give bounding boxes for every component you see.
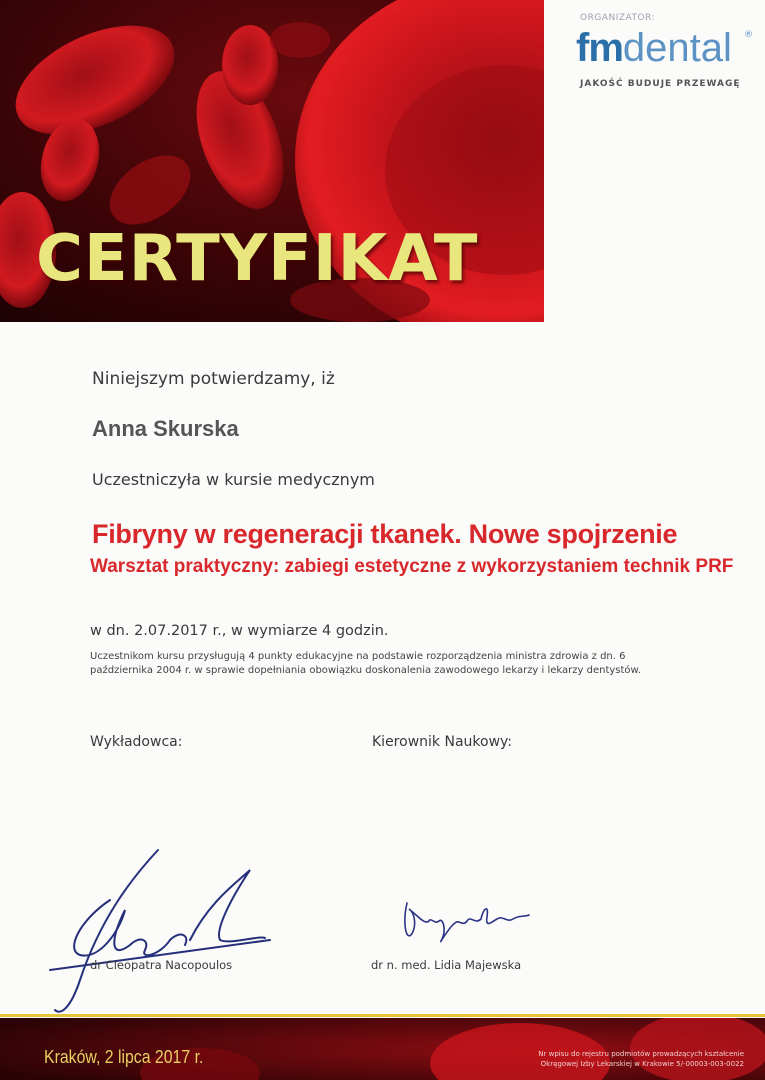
- certificate-title: CERTYFIKAT: [36, 222, 479, 296]
- header-banner: [0, 0, 544, 322]
- director-label: Kierownik Naukowy:: [372, 734, 512, 750]
- director-signature: [395, 895, 535, 950]
- intro-text: Niniejszym potwierdzamy, iż: [92, 369, 335, 389]
- logo-dental-text: dental: [622, 26, 732, 70]
- organizer-label: ORGANIZATOR:: [580, 13, 656, 23]
- logo-fm-text: fm: [576, 26, 623, 70]
- lecturer-label: Wykładowca:: [90, 734, 183, 750]
- director-name: dr n. med. Lidia Majewska: [371, 958, 522, 972]
- lecturer-name: dr Cleopatra Nacopoulos: [90, 958, 233, 972]
- education-points-note: Uczestnikom kursu przysługują 4 punkty edukacyjne na podstawie rozporządzenia ministra zdrowia z dn. 6 października 2004 r. w sprawie dopełniania obowiązku doskonalenia zawodowego lekarzy i lekarzy dentystów.: [90, 651, 641, 676]
- registered-mark: ®: [744, 30, 753, 40]
- logo-tagline: JAKOŚĆ BUDUJE PRZEWAGĘ: [580, 79, 741, 89]
- place-and-date: Kraków, 2 lipca 2017 r.: [44, 1047, 204, 1067]
- participant-name: Anna Skurska: [92, 416, 239, 441]
- course-subtitle: Warsztat praktyczny: zabiegi estetyczne z wykorzystaniem technik PRF: [90, 556, 734, 577]
- registry-number: Nr wpisu do rejestru podmiotów prowadzących kształcenie Okręgowej Izby Lekarskiej w Krakowie 5/-00003-003-0022: [538, 1050, 744, 1068]
- fmdental-logo: [576, 26, 732, 70]
- course-title: Fibryny w regeneracji tkanek. Nowe spojrzenie: [92, 519, 678, 549]
- course-date-line: w dn. 2.07.2017 r., w wymiarze 4 godzin.: [90, 623, 389, 639]
- lecturer-signature: [40, 840, 280, 1020]
- footer-divider: [0, 1014, 765, 1017]
- attended-text: Uczestniczyła w kursie medycznym: [92, 470, 375, 489]
